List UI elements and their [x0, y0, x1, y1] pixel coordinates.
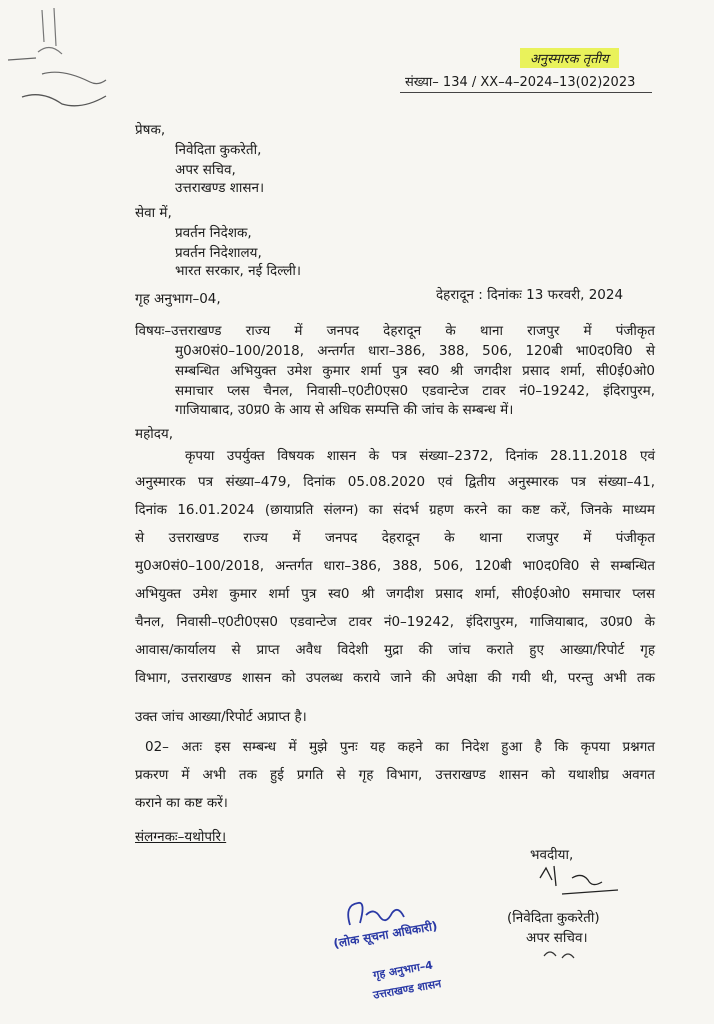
reminder-label: अनुस्मारक तृतीय [520, 48, 619, 68]
enclosure: संलग्नकः–यथोपरि। [135, 829, 227, 845]
body-line: उक्त जांच आख्या/रिपोर्ट अप्राप्त है। [135, 709, 307, 725]
closing-yours: भवदीया, [530, 847, 574, 863]
body-line: 02– अतः इस सम्बन्ध में मुझे पुनः यह कहने का निदेश हुआ है कि कृपया प्रश्नगत [145, 739, 655, 755]
body-line: दिनांक 16.01.2024 (छायाप्रति संलग्न) का संदर्भ ग्रहण करने का कष्ट करें, जिनके माध्यम [135, 502, 655, 518]
body-line: अभियुक्त उमेश कुमार शर्मा पुत्र स्व0 श्री जगदीश प्रसाद शर्मा, सी0ई0ओ0 समाचार प्लस [135, 586, 655, 602]
sender-office: उत्तराखण्ड शासन। [175, 180, 265, 196]
body-line: विभाग, उत्तराखण्ड शासन को उपलब्ध कराये जाने की अपेक्षा की गयी थी, परन्तु अभी तक [135, 670, 655, 686]
subject-line: विषयः–उत्तराखण्ड राज्य में जनपद देहरादून के थाना राजपुर में पंजीकृत [135, 323, 655, 339]
subject-line: गाजियाबाद, उ0प्र0 के आय से अधिक सम्पत्ति की जांच के सम्बन्ध में। [175, 402, 514, 418]
sender-designation: अपर सचिव, [175, 162, 236, 178]
letter-number: संख्या– 134 / XX–4–2024–13(02)2023 [405, 75, 636, 90]
subject-line: मु0अ0सं0–100/2018, अन्तर्गत धारा–386, 388, 506, 120बी भा0द0वि0 से [175, 343, 655, 359]
body-line: प्रकरण में अभी तक हुई प्रगति से गृह विभाग, उत्तराखण्ड शासन को यथाशीघ्र अवगत [135, 767, 655, 783]
body-line: अनुस्मारक पत्र संख्या–479, दिनांक 05.08.2020 एवं द्वितीय अनुस्मारक पत्र संख्या–41, [135, 474, 655, 490]
closing-designation: अपर सचिव। [526, 930, 588, 946]
stamp-section: गृह अनुभाग–4 [372, 958, 434, 982]
body-line: से उत्तराखण्ड राज्य में जनपद देहरादून के थाना राजपुर में पंजीकृत [135, 530, 655, 546]
body-line: आवास/कार्यालय से प्राप्त अवैध विदेशी मुद्रा की जांच कराते हुए आख्या/रिपोर्ट गृह [135, 642, 655, 658]
recipient-office: प्रवर्तन निदेशालय, [175, 245, 262, 261]
recipient-title: प्रवर्तन निदेशक, [175, 225, 252, 241]
sender-name: निवेदिता कुकरेती, [175, 142, 262, 158]
sender-label: प्रेषक, [135, 122, 166, 138]
recipient-label: सेवा में, [135, 205, 172, 221]
body-line: चैनल, निवासी–ए0टी0एस0 एडवान्टेज टावर नं0–19242, इंदिरापुरम, गाजियाबाद, उ0प्र0 के [135, 614, 655, 630]
body-line: कराने का कष्ट करें। [135, 795, 228, 811]
margin-handwriting [2, 2, 112, 122]
salutation: महोदय, [135, 426, 174, 442]
section-label: गृह अनुभाग–04, [135, 291, 221, 307]
place-date: देहरादून : दिनांकः 13 फरवरी, 2024 [436, 287, 624, 303]
closing-initials [540, 944, 580, 964]
closing-name: (निवेदिता कुकरेती) [507, 910, 600, 926]
signature [532, 858, 622, 908]
subject-line: सम्बन्धित अभियुक्त उमेश कुमार शर्मा पुत्र स्व0 श्री जगदीश प्रसाद शर्मा, सी0ई0ओ0 [175, 363, 655, 379]
stamp-title: (लोक सूचना अधिकारी) [332, 918, 439, 951]
subject-line: समाचार प्लस चैनल, निवासी–ए0टी0एस0 एडवान्टेज टावर नं0–19242, इंदिरापुरम, [175, 383, 655, 399]
margin-scribble: ​ [8, 10, 19, 12]
body-line: कृपया उपर्युक्त विषयक शासन के पत्र संख्या–2372, दिनांक 28.11.2018 एवं [185, 448, 655, 464]
number-underline [400, 92, 652, 93]
recipient-govt: भारत सरकार, नई दिल्ली। [175, 263, 302, 279]
body-line: मु0अ0सं0–100/2018, अन्तर्गत धारा–386, 388, 506, 120बी भा0द0वि0 से सम्बन्धित [135, 558, 655, 574]
stamp-govt: उत्तराखण्ड शासन [372, 977, 443, 1002]
